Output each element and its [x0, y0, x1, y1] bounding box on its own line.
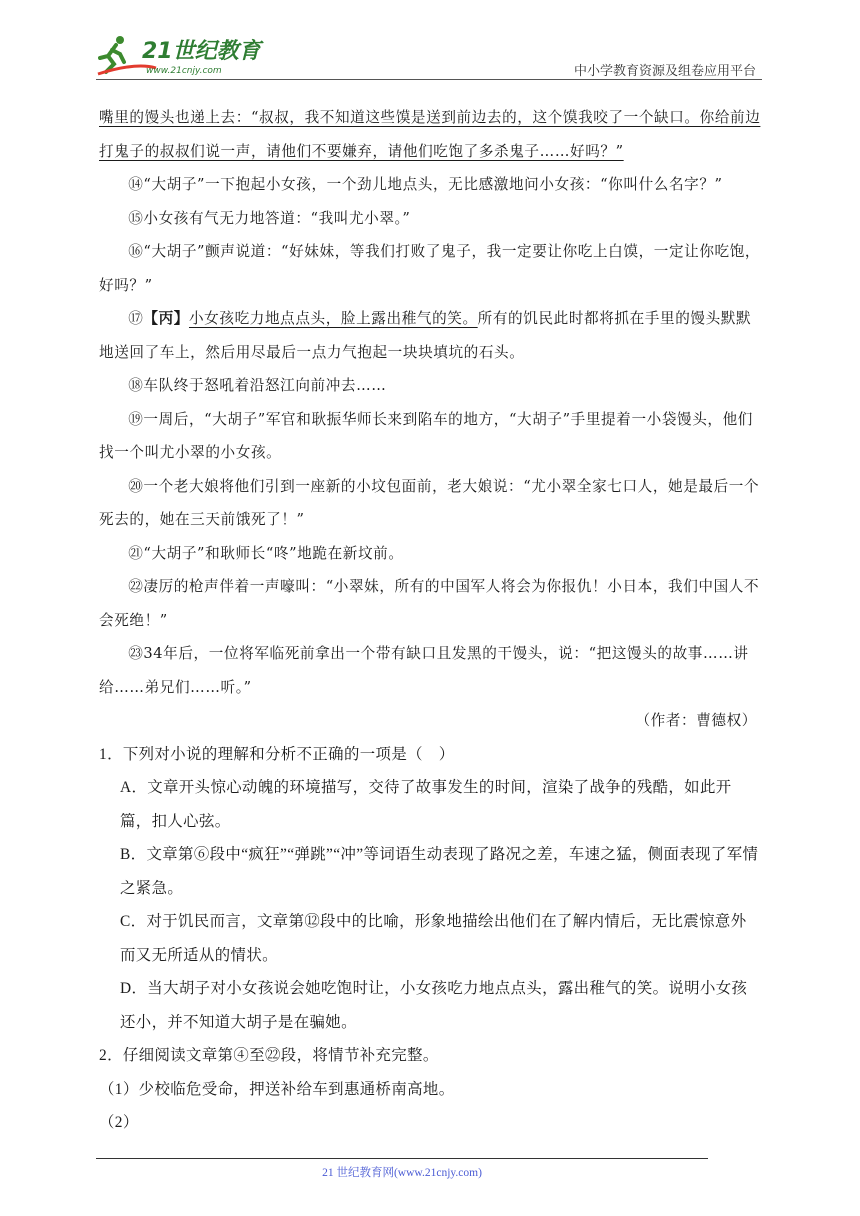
site-logo: [96, 32, 266, 76]
paragraph-17: [99, 302, 761, 369]
underlined-sentence-bing: 小女孩吃力地点点头，脸上露出稚气的笑。: [188, 310, 478, 327]
question-2-stem: 2．仔细阅读文章第④至㉒段，将情节补充完整。: [99, 1047, 439, 1064]
paragraph-18: ⑱车队终于怒吼着沿怒江向前冲去……: [128, 377, 387, 394]
annotation-mark-bing: 【丙】: [143, 310, 189, 327]
passage-continuation-underlined: 打鬼子的叔叔们说一声，请他们不要嫌弃，请他们吃饱了多杀鬼子……好吗？”: [99, 142, 624, 160]
paragraph-14: ⑭“大胡子”一下抱起小女孩，一个劲儿地点头，无比感激地问小女孩：“你叫什么名字？”: [128, 176, 723, 193]
paragraph-22: ㉒凄厉的枪声伴着一声嚎叫：“小翠妹，所有的中国军人将会为你报仇！小日本，我们中国人不会死绝！”: [99, 578, 760, 629]
question-2-item-2: （2）: [99, 1114, 139, 1131]
svg-text:www.21cnjy.com: www.21cnjy.com: [146, 66, 222, 76]
passage-continuation-line1: 嘴里的馒头也递上去：“叔叔，我不知道这些馍是送到前边去的，这个馍我咬了一个缺口。你给前边: [99, 109, 761, 126]
paragraph-15: ⑮小女孩有气无力地答道：“我叫尤小翠。”: [128, 209, 411, 227]
paragraph-17-number: ⑰: [128, 310, 144, 327]
paragraph-20: ⑳一个老大娘将他们引到一座新的小坟包面前，老大娘说：“尤小翠全家七口人，她是最后一个死去的，她在三天前饿死了！”: [99, 477, 760, 528]
paragraph-21: ㉑“大胡子”和耿师长“咚”地跪在新坟前。: [128, 544, 404, 562]
document-body: [99, 101, 761, 1140]
platform-name: 中小学教育资源及组卷应用平台: [573, 64, 756, 79]
page-header: [96, 30, 762, 80]
paragraph-19: ⑲一周后，“大胡子”军官和耿振华师长来到陷车的地方，“大胡子”手里提着一小袋馒头，他们找一个叫尤小翠的小女孩。: [99, 410, 753, 461]
paragraph-17-rest: 所有的饥民此时都将抓在手里的馒头默默地送回了车上，然后用尽最后一点力气抱起一块块填坑的石头。: [99, 310, 752, 361]
header-divider: [96, 79, 762, 80]
svg-text:21世纪教育: 21世纪教育: [142, 39, 261, 64]
footer-divider: [96, 1158, 708, 1159]
paragraph-16: ⑯“大胡子”颤声说道：“好妹妹，等我们打败了鬼子，我一定要让你吃上白馍，一定让你吃饱，好吗？”: [99, 243, 761, 294]
question-1-option-a: A．文章开头惊心动魄的环境描写，交待了故事发生的时间，渲染了战争的残酷，如此开篇，扣人心弦。: [120, 779, 732, 830]
question-1-option-c: C．对于饥民而言，文章第⑫段中的比喻，形象地描绘出他们在了解内情后，无比震惊意外而又无所适从的情状。: [120, 913, 747, 964]
question-2-item-1: （1）少校临危受命，押送补给车到惠通桥南高地。: [99, 1080, 455, 1098]
footer-site-link[interactable]: 21 世纪教育网(www.21cnjy.com): [322, 1167, 482, 1179]
paragraph-23: ㉓34年后，一位将军临死前拿出一个带有缺口且发黑的干馒头，说：“把这馒头的故事……讲给……弟兄们……听。”: [99, 645, 749, 696]
passage-continuation-line2: [99, 135, 761, 169]
question-1-option-b: B．文章第⑥段中“疯狂”“弹跳”“冲”等词语生动表现了路况之差，车速之猛，侧面表现了军情之紧急。: [120, 846, 759, 897]
author-line: （作者：曹德权）: [635, 712, 757, 729]
question-1-option-d: D．当大胡子对小女孩说会她吃饱时让，小女孩吃力地点点头，露出稚气的笑。说明小女孩还小，并不知道大胡子是在骗她。: [120, 980, 748, 1031]
question-1-stem: 1．下列对小说的理解和分析不正确的一项是（ ）: [99, 745, 455, 763]
